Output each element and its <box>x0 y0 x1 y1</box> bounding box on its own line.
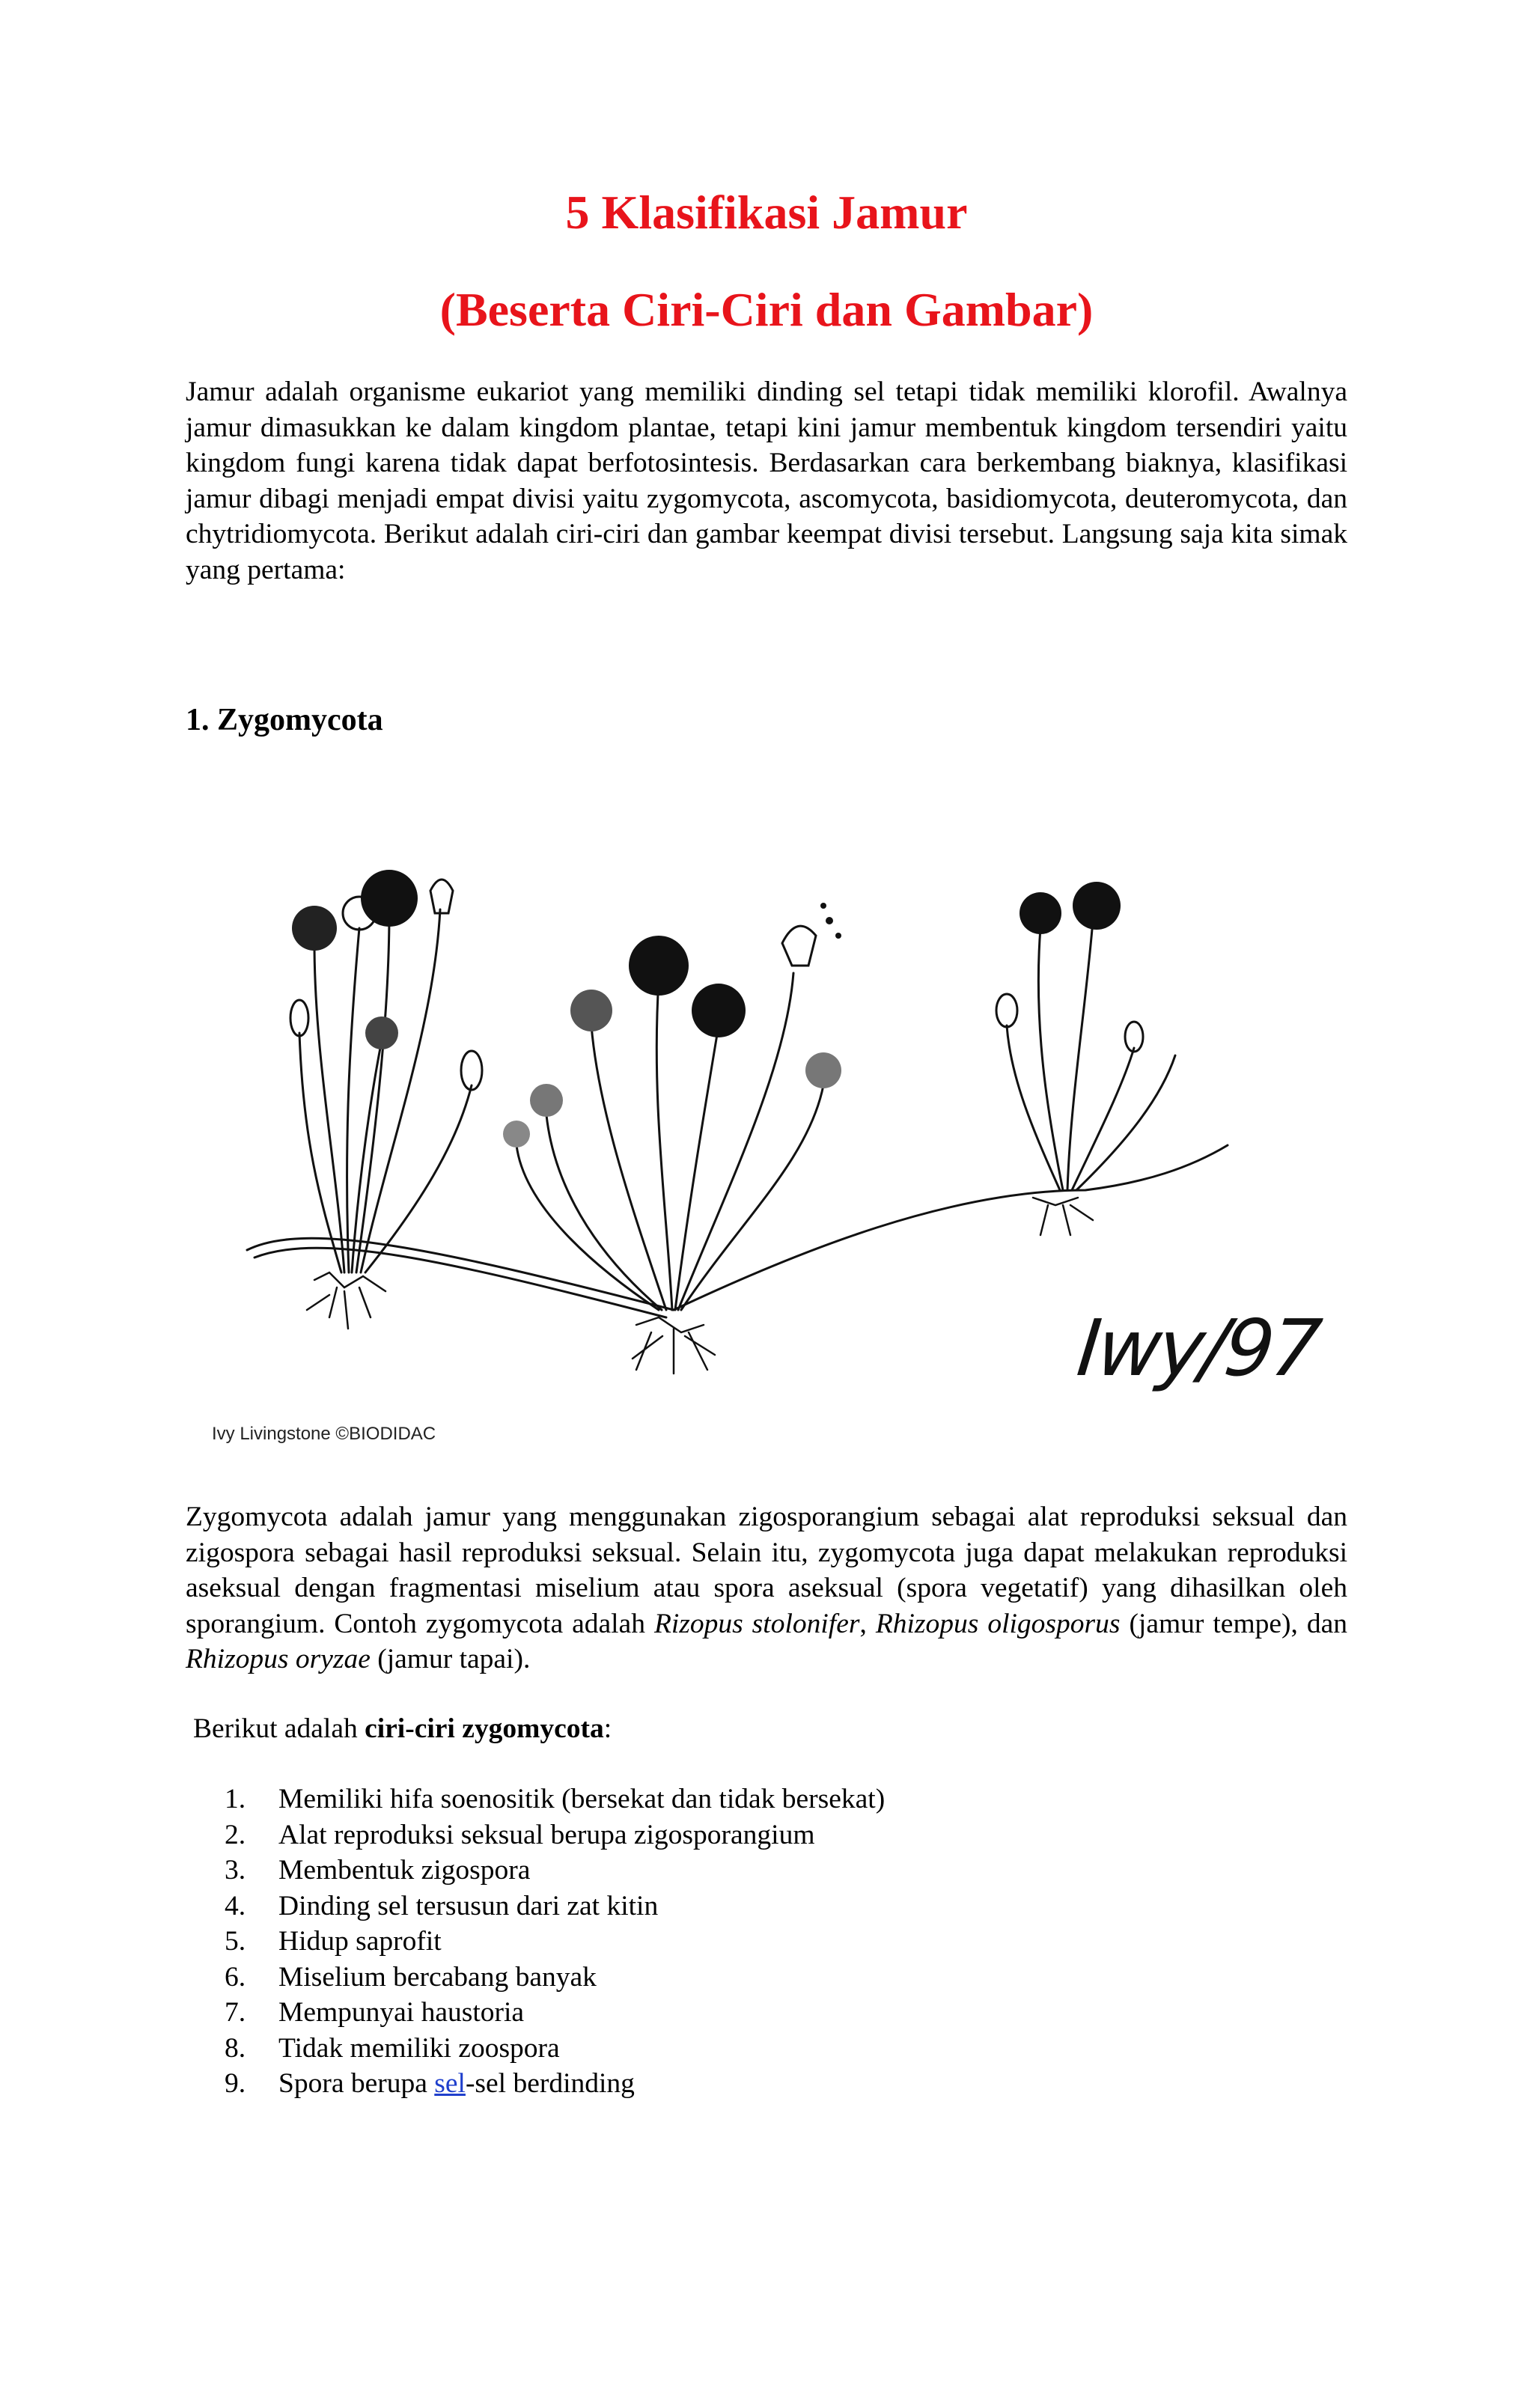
intro-paragraph: Jamur adalah organisme eukariot yang memiliki dinding sel tetapi tidak memiliki klorofil. Awalnya jamur dimasukkan ke dalam kingdom plantae, tetapi kini jamur membentuk kingdom tersendiri yaitu kingdom fungi karena tidak dapat berfotosintesis. Berdasarkan cara berkembang biaknya, klasifikasi jamur dibagi menjadi empat divisi yaitu zygomycota, ascomycota, basidiomycota, deuteromycota, dan chytridiomycota. Berikut adalah ciri-ciri dan gambar keempat divisi tersebut. Langsung saja kita simak yang pertama: <box>186 377 1347 585</box>
list-item <box>225 1995 885 2031</box>
characteristics-list <box>225 1781 885 2102</box>
list-text: Alat reproduksi seksual berupa zigosporangium <box>278 1819 815 1850</box>
list-text: Hidup saprofit <box>278 1926 442 1957</box>
page-subtitle: (Beserta Ciri-Ciri dan Gambar) <box>439 283 1094 336</box>
list-number: 3. <box>225 1855 246 1886</box>
page-title: 5 Klasifikasi Jamur <box>565 186 968 239</box>
zygomycota-description <box>186 1499 1347 1677</box>
list-item <box>225 1817 885 1853</box>
list-item <box>225 1853 885 1889</box>
description-text: Zygomycota adalah jamur yang menggunakan zigosporangium sebagai alat reproduksi seksual dan zigospora sebagai hasil reproduksi seksual. Selain itu, zygomycota juga dapat melakukan reproduksi aseksual dengan fragmentasi miselium atau spora aseksual (spora vegetatif) yang dihasilkan oleh sporangium. Contoh zygomycota adalah <box>186 1502 1347 1639</box>
list-number: 5. <box>225 1926 246 1957</box>
list-item <box>225 2066 885 2102</box>
list-text: Miselium bercabang banyak <box>278 1961 597 1993</box>
list-text-prefix: Spora berupa <box>278 2068 435 2099</box>
list-number: 4. <box>225 1890 246 1921</box>
list-number: 2. <box>225 1819 246 1850</box>
lead-bold-text: ciri-ciri zygomycota <box>365 1713 604 1744</box>
description-text: (jamur tempe), dan <box>1120 1608 1348 1639</box>
list-number: 7. <box>225 1997 246 2028</box>
list-item <box>225 2031 885 2067</box>
species-name: Rhizopus oligosporus <box>875 1608 1121 1639</box>
lead-text: Berikut adalah <box>193 1713 365 1744</box>
list-item <box>225 1960 885 1996</box>
list-text: Memiliki hifa soenositik (bersekat dan tidak bersekat) <box>278 1784 886 1814</box>
list-number: 1. <box>225 1784 246 1814</box>
list-text: Dinding sel tersusun dari zat kitin <box>278 1890 659 1921</box>
lead-suffix: : <box>603 1713 612 1744</box>
list-item <box>225 1889 885 1924</box>
list-text: Mempunyai haustoria <box>278 1997 525 2028</box>
list-number: 8. <box>225 2032 246 2064</box>
list-text-suffix: -sel berdinding <box>465 2068 635 2099</box>
list-text: Tidak memiliki zoospora <box>278 2032 560 2064</box>
list-number: 9. <box>225 2068 246 2099</box>
artist-signature: Iwy/97 <box>1073 1302 1323 1394</box>
section-heading: 1. Zygomycota <box>186 703 383 737</box>
list-text: Membentuk zigospora <box>278 1855 531 1886</box>
figure-caption: Ivy Livingstone ©BIODIDAC <box>212 1424 436 1444</box>
sel-link[interactable]: sel <box>434 2068 466 2099</box>
list-item <box>225 1781 885 1817</box>
characteristics-lead <box>193 1713 612 1745</box>
description-text: , <box>859 1608 876 1639</box>
list-number: 6. <box>225 1961 246 1993</box>
list-item <box>225 1924 885 1960</box>
species-name: Rizopus stolonifer <box>653 1608 860 1639</box>
species-name: Rhizopus oryzae <box>186 1644 371 1674</box>
list-text <box>278 2066 635 2102</box>
description-text: (jamur tapai). <box>370 1644 531 1674</box>
